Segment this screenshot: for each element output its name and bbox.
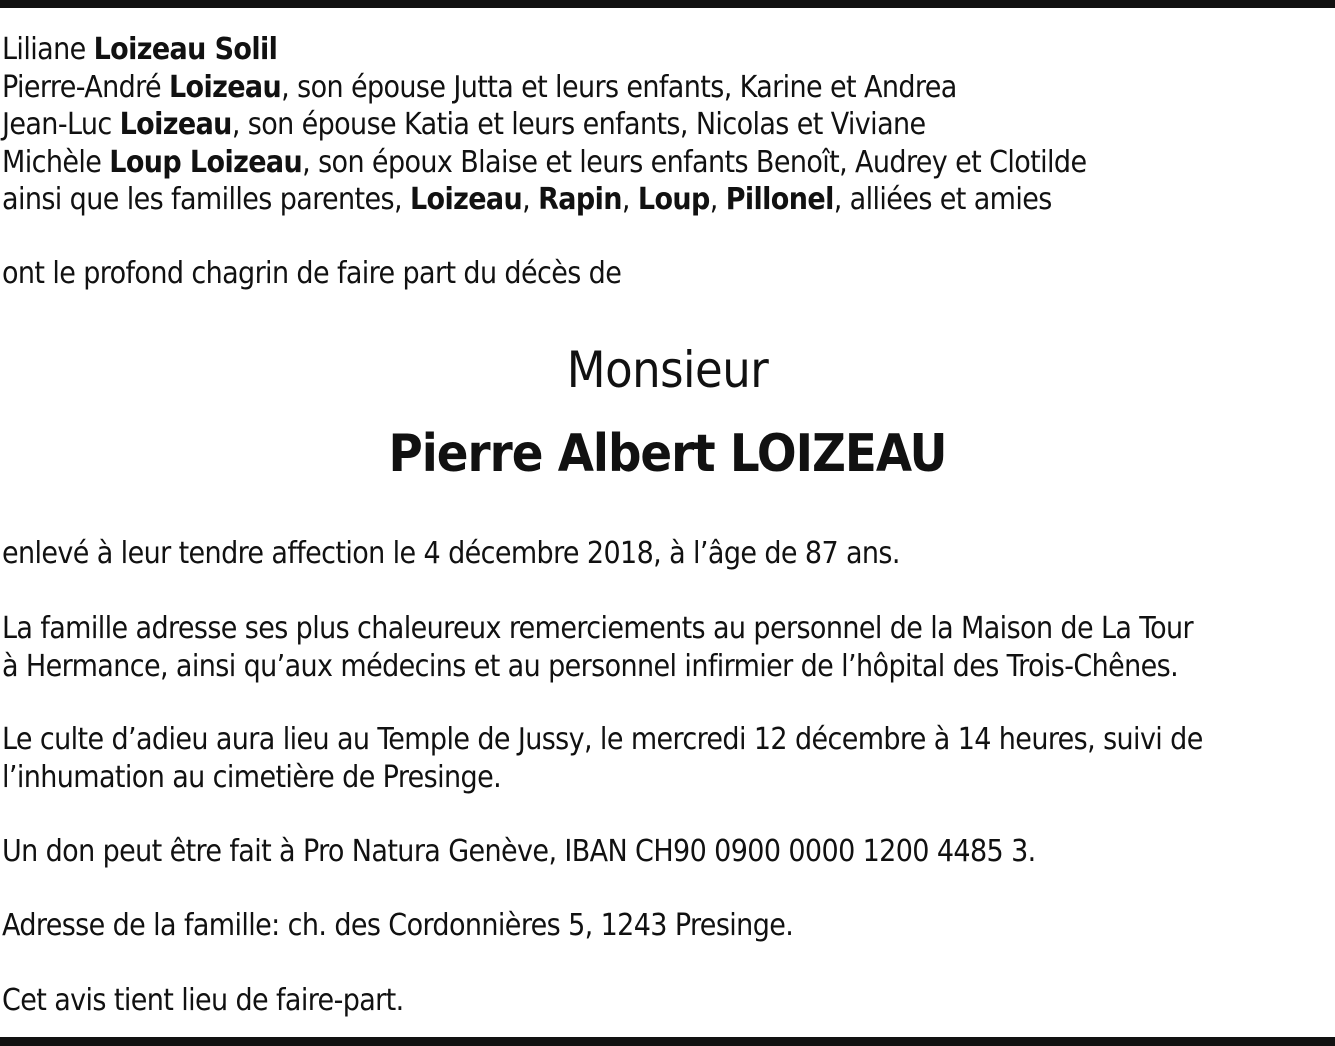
relative-family-name: Rapin: [538, 182, 622, 217]
family-surname: Loizeau: [168, 69, 282, 105]
bottom-rule: [0, 1037, 1335, 1046]
thanks-line: La famille adresse ses plus chaleureux remerciements au personnel de la Maison de La Tour: [2, 611, 1193, 646]
notice-paragraph: Cet avis tient lieu de faire-part.: [2, 983, 404, 1018]
separator: ,: [522, 182, 539, 217]
deceased-name: Pierre Albert LOIZEAU: [388, 424, 947, 484]
family-surname: Loizeau: [119, 107, 232, 142]
family-line: [2, 31, 1335, 69]
family-first-name: Pierre-André: [2, 69, 169, 105]
family-line: [2, 69, 1335, 107]
family-first-name: Michèle: [2, 144, 110, 180]
separator: ,: [621, 182, 638, 217]
family-details: , son épouse Jutta et leurs enfants, Karine et Andrea: [281, 69, 957, 105]
top-rule: [0, 0, 1335, 8]
family-list: [2, 31, 1335, 219]
family-line: [2, 106, 1335, 144]
family-first-name: Jean-Luc: [2, 107, 120, 142]
relative-family-name: Loizeau: [409, 182, 523, 217]
family-details: , son époux Blaise et leurs enfants Benoît, Audrey et Clotilde: [302, 144, 1087, 180]
death-paragraph: enlevé à leur tendre affection le 4 décembre 2018, à l’âge de 87 ans.: [2, 536, 900, 571]
thanks-line: à Hermance, ainsi qu’aux médecins et au personnel infirmier de l’hôpital des Trois-Chênes.: [2, 648, 1179, 684]
honorific: Monsieur: [566, 341, 769, 399]
address-paragraph: Adresse de la famille: ch. des Cordonnières 5, 1243 Presinge.: [2, 908, 794, 943]
service-paragraph: [2, 721, 1203, 796]
service-line: l’inhumation au cimetière de Presinge.: [2, 759, 502, 795]
family-first-name: Liliane: [2, 32, 94, 67]
family-surname: Loizeau Solil: [93, 32, 278, 67]
relative-family-name: Pillonel: [725, 182, 834, 217]
announcement-text: ont le profond chagrin de faire part du décès de: [2, 256, 622, 291]
family-surname: Loup Loizeau: [109, 144, 303, 180]
separator: ,: [709, 182, 726, 217]
family-details: , son épouse Katia et leurs enfants, Nicolas et Viviane: [231, 107, 926, 142]
thanks-paragraph: [2, 610, 1193, 685]
family-line: [2, 144, 1335, 182]
donation-paragraph: Un don peut être fait à Pro Natura Genève, IBAN CH90 0900 0000 1200 4485 3.: [2, 834, 1036, 869]
relatives-outro: , alliées et amies: [833, 182, 1052, 217]
relatives-intro: ainsi que les familles parentes,: [2, 182, 410, 217]
relatives-line: [2, 181, 1335, 219]
relative-family-name: Loup: [637, 182, 710, 217]
service-line: Le culte d’adieu aura lieu au Temple de Jussy, le mercredi 12 décembre à 14 heures, suivi de: [2, 722, 1203, 757]
